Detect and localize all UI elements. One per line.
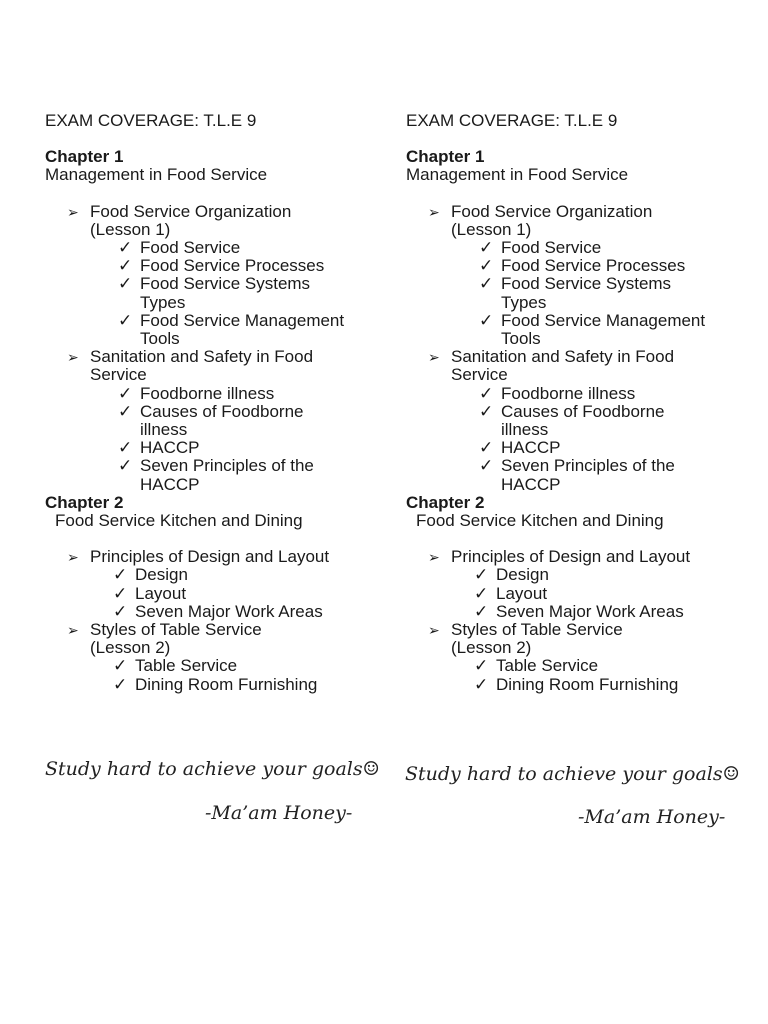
subtopic-item [406,403,746,439]
checkmark-icon: ✓ [118,310,133,330]
topic-label: Service [451,365,508,385]
exam-coverage-sheet-left [45,112,385,694]
topic-label: Styles of Table Service [451,620,623,640]
topic-item [406,621,746,657]
arrow-bullet-icon: ➢ [428,549,440,566]
subtopic-label: Food Service Systems [140,274,311,294]
motivational-message: Study hard to achieve your goals☺ [45,758,380,780]
subtopic-item [45,239,385,257]
checkmark-icon: ✓ [479,256,494,276]
subtopic-label: Design [135,565,188,585]
subtopic-label: Foodborne illness [140,383,275,403]
subtopic-item [406,457,746,493]
checkmark-icon: ✓ [474,601,489,621]
subtopic-item [406,676,746,694]
subtopic-label: illness [140,420,188,440]
subtopic-label: Types [140,292,186,312]
checkmark-icon: ✓ [113,583,128,603]
topic-label: (Lesson 1) [90,219,171,239]
topic-label: Principles of Design and Layout [451,547,691,567]
checkmark-icon: ✓ [479,456,494,476]
arrow-bullet-icon: ➢ [67,622,79,639]
subtopic-label: Food Service Systems [501,274,672,294]
subtopic-label: Types [501,292,547,312]
checkmark-icon: ✓ [474,583,489,603]
checkmark-icon: ✓ [113,565,128,585]
subtopic-item [45,676,385,694]
subtopic-item [406,439,746,457]
signature: -Ma’am Honey- [205,802,353,824]
subtopic-label: HACCP [140,474,200,494]
subtopic-label: HACCP [501,438,561,458]
subtopic-item [406,257,746,275]
chapter-subtitle: Food Service Kitchen and Dining [416,511,664,531]
subtopic-label: illness [501,420,549,440]
arrow-bullet-icon: ➢ [67,349,79,366]
subtopic-item [45,312,385,348]
topic-label: Sanitation and Safety in Food [90,347,314,367]
topic-item [406,548,746,566]
subtopic-item [406,603,746,621]
subtopic-label: Food Service Processes [140,256,325,276]
checkmark-icon: ✓ [118,238,133,258]
subtopic-item [45,657,385,675]
checkmark-icon: ✓ [474,565,489,585]
arrow-bullet-icon: ➢ [428,622,440,639]
checkmark-icon: ✓ [479,238,494,258]
arrow-bullet-icon: ➢ [428,203,440,220]
subtopic-item [45,585,385,603]
checkmark-icon: ✓ [118,438,133,458]
subtopic-label: Food Service [140,238,241,258]
subtopic-item [406,657,746,675]
topic-label: (Lesson 1) [451,219,532,239]
subtopic-label: Design [496,565,549,585]
checkmark-icon: ✓ [479,310,494,330]
subtopic-item [45,457,385,493]
subtopic-label: Tools [140,329,180,349]
spacer [406,530,746,548]
topic-label: Food Service Organization [451,201,653,221]
subtopic-label: Table Service [496,656,599,676]
signature: -Ma’am Honey- [578,806,726,828]
subtopic-item [45,566,385,584]
topic-item [406,348,746,384]
subtopic-item [45,257,385,275]
subtopic-item [45,275,385,311]
chapter-heading: Chapter 2 [45,492,124,512]
topic-label: Principles of Design and Layout [90,547,330,567]
subtopic-item [406,275,746,311]
spacer [45,530,385,548]
checkmark-icon: ✓ [113,601,128,621]
topic-label: Service [90,365,147,385]
chapter-subtitle: Management in Food Service [406,165,629,185]
arrow-bullet-icon: ➢ [67,549,79,566]
subtopic-label: HACCP [140,438,200,458]
subtopic-label: Seven Principles of the [140,456,314,476]
subtopic-label: Food Service Management [140,310,345,330]
subtopic-item [406,239,746,257]
topic-label: Styles of Table Service [90,620,262,640]
subtopic-label: Seven Major Work Areas [135,601,323,621]
checkmark-icon: ✓ [118,256,133,276]
subtopic-item [45,403,385,439]
subtopic-label: Seven Principles of the [501,456,675,476]
subtopic-label: Causes of Foodborne [140,401,304,421]
checkmark-icon: ✓ [118,274,133,294]
subtopic-item [406,566,746,584]
checkmark-icon: ✓ [118,383,133,403]
subtopic-item [406,385,746,403]
chapter-heading: Chapter 1 [45,147,124,167]
subtopic-label: Foodborne illness [501,383,636,403]
topic-item [406,203,746,239]
subtopic-item [45,385,385,403]
topic-label: (Lesson 2) [451,638,532,658]
chapter-subtitle: Food Service Kitchen and Dining [55,511,303,531]
checkmark-icon: ✓ [113,656,128,676]
subtopic-label: Tools [501,329,541,349]
subtopic-item [45,603,385,621]
topic-item [45,348,385,384]
checkmark-icon: ✓ [113,674,128,694]
subtopic-item [45,439,385,457]
arrow-bullet-icon: ➢ [428,349,440,366]
checkmark-icon: ✓ [479,274,494,294]
subtopic-label: Table Service [135,656,238,676]
topic-label: Sanitation and Safety in Food [451,347,675,367]
topic-item [45,621,385,657]
arrow-bullet-icon: ➢ [67,203,79,220]
topic-item [45,203,385,239]
topic-item [45,548,385,566]
spacer [406,185,746,203]
subtopic-item [406,312,746,348]
subtopic-label: Dining Room Furnishing [496,674,679,694]
spacer [45,185,385,203]
checkmark-icon: ✓ [474,674,489,694]
checkmark-icon: ✓ [479,383,494,403]
checkmark-icon: ✓ [474,656,489,676]
subtopic-label: HACCP [501,474,561,494]
chapter-subtitle: Management in Food Service [45,165,268,185]
checkmark-icon: ✓ [479,401,494,421]
subtopic-label: Layout [135,583,187,603]
exam-title: EXAM COVERAGE: T.L.E 9 [406,111,618,130]
subtopic-label: Food Service Management [501,310,706,330]
subtopic-label: Layout [496,583,548,603]
subtopic-label: Food Service [501,238,602,258]
motivational-message: Study hard to achieve your goals☺ [405,763,740,785]
subtopic-label: Causes of Foodborne [501,401,665,421]
checkmark-icon: ✓ [118,456,133,476]
chapter-heading: Chapter 1 [406,147,485,167]
topic-label: Food Service Organization [90,201,292,221]
subtopic-label: Dining Room Furnishing [135,674,318,694]
subtopic-label: Food Service Processes [501,256,686,276]
exam-coverage-sheet-right [406,112,746,694]
subtopic-label: Seven Major Work Areas [496,601,684,621]
subtopic-item [406,585,746,603]
topic-label: (Lesson 2) [90,638,171,658]
exam-title: EXAM COVERAGE: T.L.E 9 [45,111,257,130]
checkmark-icon: ✓ [479,438,494,458]
checkmark-icon: ✓ [118,401,133,421]
chapter-heading: Chapter 2 [406,492,485,512]
